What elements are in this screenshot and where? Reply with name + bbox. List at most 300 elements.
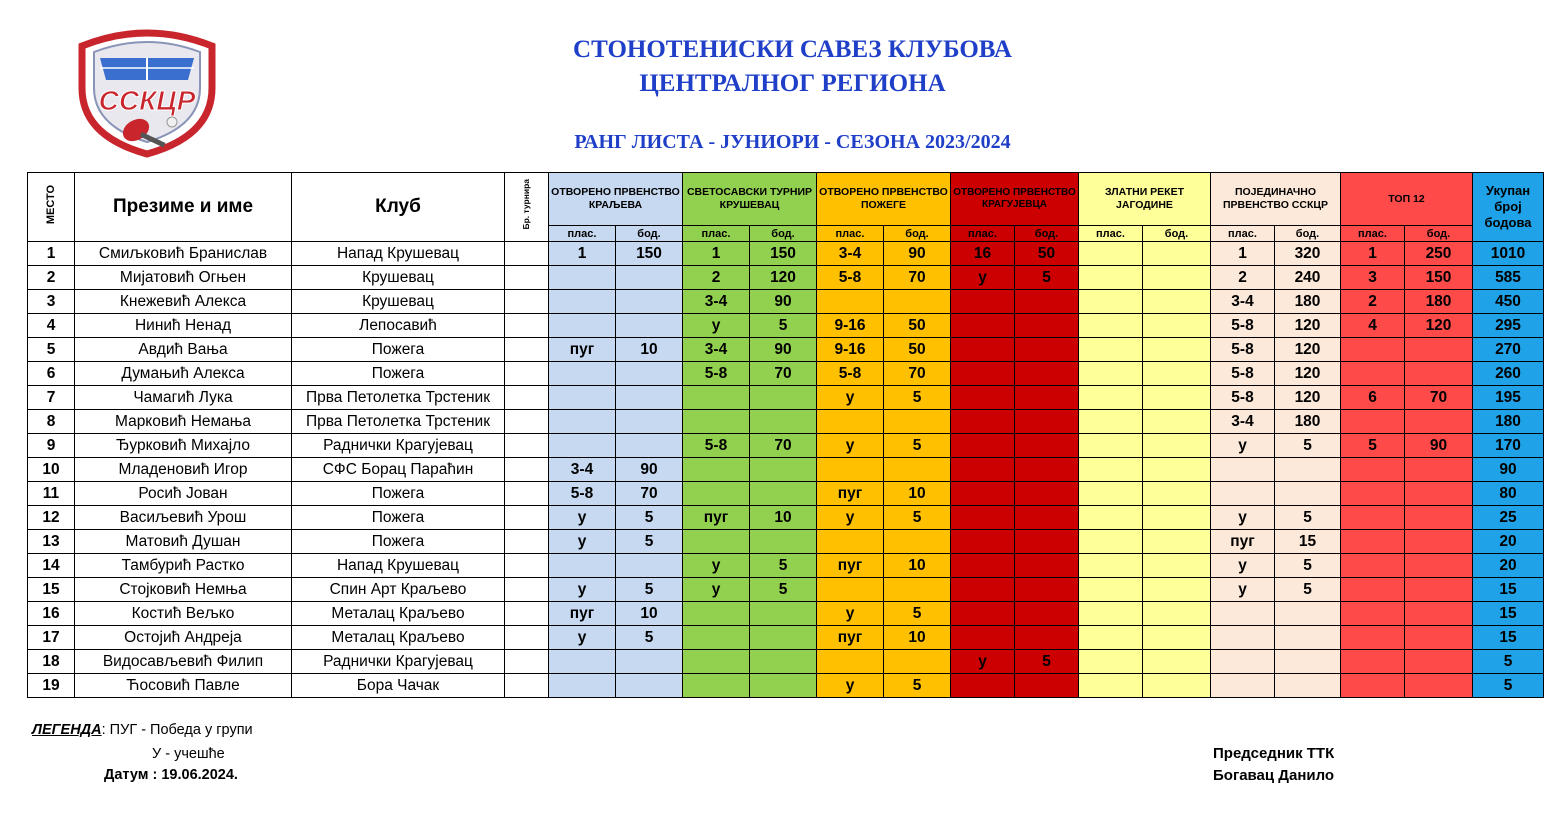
points-cell [616, 290, 683, 314]
points-cell: 50 [1015, 242, 1079, 266]
points-cell [1405, 650, 1473, 674]
total-points-cell: 1010 [1473, 242, 1544, 266]
table-row [28, 410, 1544, 434]
points-cell: 70 [884, 266, 951, 290]
total-points-cell: 270 [1473, 338, 1544, 362]
placement-cell [1079, 410, 1143, 434]
total-points-cell: 295 [1473, 314, 1544, 338]
placement-cell [1211, 674, 1275, 698]
placement-cell [1341, 650, 1405, 674]
points-cell: 10 [884, 554, 951, 578]
points-cell [1405, 458, 1473, 482]
tournaments-count-cell [505, 410, 549, 434]
placement-cell [1079, 458, 1143, 482]
placement-cell [1341, 482, 1405, 506]
placement-cell: пуг [683, 506, 750, 530]
placement-cell: 3-4 [683, 338, 750, 362]
total-points-cell: 80 [1473, 482, 1544, 506]
plac-header: плас. [817, 226, 884, 242]
plac-header: плас. [1211, 226, 1275, 242]
tournament-header-pozega: ОТВОРЕНО ПРВЕНСТВО ПОЖЕГЕ [817, 173, 951, 226]
table-row [28, 506, 1544, 530]
points-cell [750, 530, 817, 554]
points-cell: 240 [1275, 266, 1341, 290]
player-name-cell: Росић Јован [75, 482, 292, 506]
legend-label: ЛЕГЕНДА [32, 722, 102, 738]
placement-cell [1211, 626, 1275, 650]
club-cell: Прва Петолетка Трстеник [292, 386, 505, 410]
col-name-header: Презиме и име [75, 173, 292, 242]
col-tournaments-header: Бр. турнира [505, 173, 549, 242]
table-row [28, 266, 1544, 290]
placement-cell: пуг [1211, 530, 1275, 554]
total-points-cell: 20 [1473, 554, 1544, 578]
table-row [28, 458, 1544, 482]
placement-cell: 5-8 [1211, 362, 1275, 386]
tournaments-count-cell [505, 266, 549, 290]
placement-cell: пуг [817, 554, 884, 578]
placement-cell: 1 [549, 242, 616, 266]
player-name-cell: Стојковић Немња [75, 578, 292, 602]
points-cell: 70 [1405, 386, 1473, 410]
points-cell [1143, 314, 1211, 338]
rank-cell: 18 [28, 650, 75, 674]
total-points-cell: 15 [1473, 602, 1544, 626]
bod-header: бод. [1015, 226, 1079, 242]
points-cell: 5 [750, 314, 817, 338]
player-name-cell: Мијатовић Огњен [75, 266, 292, 290]
club-cell: Лепосавић [292, 314, 505, 338]
points-cell: 70 [750, 362, 817, 386]
points-cell [1143, 290, 1211, 314]
table-row [28, 338, 1544, 362]
placement-cell [1211, 458, 1275, 482]
points-cell: 150 [1405, 266, 1473, 290]
points-cell: 180 [1275, 410, 1341, 434]
points-cell [1143, 506, 1211, 530]
points-cell [1405, 482, 1473, 506]
legend-date: Датум : 19.06.2024. [104, 767, 238, 783]
tournaments-count-cell [505, 362, 549, 386]
placement-cell: 9-16 [817, 338, 884, 362]
placement-cell: у [683, 554, 750, 578]
points-cell [1143, 530, 1211, 554]
placement-cell [951, 386, 1015, 410]
points-cell: 90 [1405, 434, 1473, 458]
col-place-header: МЕСТО [28, 173, 75, 242]
points-cell [1015, 338, 1079, 362]
placement-cell [549, 314, 616, 338]
org-title-line2: ЦЕНТРАЛНОГ РЕГИОНА [639, 70, 946, 97]
points-cell [616, 362, 683, 386]
points-cell: 5 [616, 578, 683, 602]
placement-cell: 5 [1341, 434, 1405, 458]
points-cell [1143, 650, 1211, 674]
points-cell: 10 [616, 338, 683, 362]
placement-cell: у [549, 530, 616, 554]
player-name-cell: Костић Вељко [75, 602, 292, 626]
points-cell [1405, 674, 1473, 698]
points-cell [1405, 338, 1473, 362]
points-cell [884, 410, 951, 434]
club-cell: Крушевац [292, 266, 505, 290]
placement-cell: у [817, 674, 884, 698]
rank-cell: 3 [28, 290, 75, 314]
placement-cell [683, 386, 750, 410]
placement-cell [683, 602, 750, 626]
points-cell [1015, 530, 1079, 554]
player-name-cell: Кнежевић Алекса [75, 290, 292, 314]
placement-cell: 3-4 [1211, 290, 1275, 314]
logo-text: ССКЦР [98, 85, 196, 116]
points-cell [1405, 362, 1473, 386]
placement-cell [549, 554, 616, 578]
placement-cell [1079, 650, 1143, 674]
points-cell: 5 [884, 674, 951, 698]
placement-cell: у [549, 578, 616, 602]
placement-cell: 4 [1341, 314, 1405, 338]
points-cell: 120 [1405, 314, 1473, 338]
club-cell: Раднички Крагујевац [292, 434, 505, 458]
points-cell [750, 458, 817, 482]
rank-cell: 8 [28, 410, 75, 434]
player-name-cell: Васиљевић Урош [75, 506, 292, 530]
rank-cell: 2 [28, 266, 75, 290]
placement-cell: у [683, 578, 750, 602]
tournament-header-jagodina: ЗЛАТНИ РЕКЕТ ЈАГОДИНЕ [1079, 173, 1211, 226]
points-cell: 5 [884, 602, 951, 626]
player-name-cell: Чамагић Лука [75, 386, 292, 410]
rank-cell: 16 [28, 602, 75, 626]
points-cell [1405, 626, 1473, 650]
points-cell [1143, 242, 1211, 266]
table-row [28, 434, 1544, 458]
placement-cell: у [951, 266, 1015, 290]
placement-cell: у [1211, 554, 1275, 578]
points-cell [1143, 578, 1211, 602]
points-cell [1405, 506, 1473, 530]
total-points-cell: 90 [1473, 458, 1544, 482]
table-row [28, 674, 1544, 698]
placement-cell: 3-4 [549, 458, 616, 482]
rank-cell: 5 [28, 338, 75, 362]
placement-cell: пуг [817, 626, 884, 650]
club-cell: Пожега [292, 362, 505, 386]
points-cell [750, 650, 817, 674]
placement-cell [1341, 506, 1405, 530]
placement-cell [951, 674, 1015, 698]
total-points-cell: 15 [1473, 578, 1544, 602]
legend-line1 [32, 722, 253, 738]
total-points-cell: 195 [1473, 386, 1544, 410]
placement-cell [951, 602, 1015, 626]
placement-cell [1211, 650, 1275, 674]
points-cell: 250 [1405, 242, 1473, 266]
placement-cell [1079, 362, 1143, 386]
points-cell [616, 674, 683, 698]
placement-cell [951, 290, 1015, 314]
tournaments-count-cell [505, 530, 549, 554]
rank-cell: 7 [28, 386, 75, 410]
placement-cell: у [549, 626, 616, 650]
placement-cell [1079, 530, 1143, 554]
player-name-cell: Ћосовић Павле [75, 674, 292, 698]
placement-cell [1341, 530, 1405, 554]
placement-cell [1079, 290, 1143, 314]
placement-cell [1341, 602, 1405, 626]
rank-cell: 13 [28, 530, 75, 554]
points-cell: 5 [1015, 650, 1079, 674]
points-cell: 10 [616, 602, 683, 626]
total-points-cell: 260 [1473, 362, 1544, 386]
placement-cell [683, 674, 750, 698]
placement-cell: 6 [1341, 386, 1405, 410]
points-cell [1015, 602, 1079, 626]
placement-cell: 5-8 [817, 266, 884, 290]
points-cell [884, 290, 951, 314]
points-cell: 5 [1275, 554, 1341, 578]
placement-cell: у [1211, 434, 1275, 458]
placement-cell: у [549, 506, 616, 530]
points-cell: 70 [750, 434, 817, 458]
player-name-cell: Остојић Андреја [75, 626, 292, 650]
col-club-header: Клуб [292, 173, 505, 242]
club-cell: Раднички Крагујевац [292, 650, 505, 674]
club-cell: Пожега [292, 506, 505, 530]
points-cell: 150 [616, 242, 683, 266]
points-cell [1015, 674, 1079, 698]
points-cell [1405, 530, 1473, 554]
points-cell: 5 [1275, 578, 1341, 602]
signature-name: Богавац Данило [1213, 767, 1335, 784]
points-cell [616, 434, 683, 458]
club-cell: СФС Борац Параћин [292, 458, 505, 482]
points-cell: 70 [884, 362, 951, 386]
points-cell [1143, 266, 1211, 290]
placement-cell [1341, 410, 1405, 434]
placement-cell [1211, 602, 1275, 626]
points-cell [1015, 434, 1079, 458]
total-points-cell: 5 [1473, 650, 1544, 674]
points-cell: 90 [750, 338, 817, 362]
points-cell [616, 554, 683, 578]
placement-cell: 3-4 [1211, 410, 1275, 434]
placement-cell: 3-4 [817, 242, 884, 266]
points-cell [1015, 578, 1079, 602]
placement-cell [1079, 266, 1143, 290]
points-cell [884, 650, 951, 674]
placement-cell [683, 410, 750, 434]
tournaments-count-cell [505, 290, 549, 314]
placement-cell [1079, 314, 1143, 338]
ranking-table [27, 172, 1544, 698]
legend-pug: : ПУГ - Победа у групи [101, 722, 253, 738]
club-cell: Напад Крушевац [292, 242, 505, 266]
placement-cell: 5-8 [549, 482, 616, 506]
points-cell [1275, 650, 1341, 674]
table-row [28, 290, 1544, 314]
placement-cell: пуг [549, 338, 616, 362]
points-cell: 120 [1275, 386, 1341, 410]
points-cell [616, 410, 683, 434]
plac-header: плас. [1341, 226, 1405, 242]
points-cell: 90 [616, 458, 683, 482]
placement-cell [951, 338, 1015, 362]
bod-header: бод. [1405, 226, 1473, 242]
points-cell [1143, 626, 1211, 650]
placement-cell [817, 290, 884, 314]
player-name-cell: Марковић Немања [75, 410, 292, 434]
placement-cell [549, 434, 616, 458]
points-cell [750, 482, 817, 506]
rank-cell: 12 [28, 506, 75, 530]
placement-cell [1341, 362, 1405, 386]
player-name-cell: Тамбурић Растко [75, 554, 292, 578]
placement-cell [1079, 242, 1143, 266]
total-points-cell: 585 [1473, 266, 1544, 290]
table-row [28, 602, 1544, 626]
ranking-subtitle: РАНГ ЛИСТА - ЈУНИОРИ - СЕЗОНА 2023/2024 [574, 131, 1011, 153]
placement-cell: 16 [951, 242, 1015, 266]
placement-cell [1079, 578, 1143, 602]
table-row [28, 314, 1544, 338]
points-cell [1143, 482, 1211, 506]
player-name-cell: Видосављевић Филип [75, 650, 292, 674]
placement-cell [951, 626, 1015, 650]
tournament-header-kraljevo: ОТВОРЕНО ПРВЕНСТВО КРАЉЕВА [549, 173, 683, 226]
tournaments-count-cell [505, 650, 549, 674]
rank-cell: 4 [28, 314, 75, 338]
placement-cell [683, 482, 750, 506]
placement-cell: 3-4 [683, 290, 750, 314]
points-cell: 5 [616, 626, 683, 650]
tournaments-count-cell [505, 602, 549, 626]
points-cell: 120 [750, 266, 817, 290]
club-cell: Крушевац [292, 290, 505, 314]
placement-cell [549, 290, 616, 314]
placement-cell [1341, 626, 1405, 650]
points-cell: 5 [884, 506, 951, 530]
placement-cell [683, 458, 750, 482]
points-cell [1405, 602, 1473, 626]
club-cell: Прва Петолетка Трстеник [292, 410, 505, 434]
table-row [28, 362, 1544, 386]
player-name-cell: Смиљковић Бранислав [75, 242, 292, 266]
player-name-cell: Ђурковић Михајло [75, 434, 292, 458]
plac-header: плас. [951, 226, 1015, 242]
placement-cell: 2 [683, 266, 750, 290]
placement-cell [951, 410, 1015, 434]
rank-cell: 9 [28, 434, 75, 458]
points-cell [1143, 434, 1211, 458]
placement-cell [817, 530, 884, 554]
points-cell [1015, 482, 1079, 506]
points-cell: 5 [750, 554, 817, 578]
rank-cell: 10 [28, 458, 75, 482]
rank-cell: 14 [28, 554, 75, 578]
points-cell [1143, 338, 1211, 362]
tournaments-count-cell [505, 458, 549, 482]
placement-cell [1079, 434, 1143, 458]
placement-cell [1341, 674, 1405, 698]
placement-cell [1211, 482, 1275, 506]
points-cell: 120 [1275, 362, 1341, 386]
bod-header: бод. [1275, 226, 1341, 242]
tournaments-count-cell [505, 578, 549, 602]
placement-cell: 2 [1341, 290, 1405, 314]
plac-header: плас. [549, 226, 616, 242]
signature-title: Председник ТТК [1213, 745, 1335, 762]
points-cell: 90 [750, 290, 817, 314]
tournaments-count-cell [505, 554, 549, 578]
tournament-header-sskcr: ПОЈЕДИНАЧНО ПРВЕНСТВО ССКЦР [1211, 173, 1341, 226]
total-points-cell: 180 [1473, 410, 1544, 434]
points-cell: 5 [1275, 434, 1341, 458]
points-cell [884, 530, 951, 554]
placement-cell: у [817, 386, 884, 410]
placement-cell [951, 578, 1015, 602]
rank-cell: 15 [28, 578, 75, 602]
placement-cell [549, 410, 616, 434]
placement-cell [951, 506, 1015, 530]
placement-cell [683, 626, 750, 650]
bod-header: бод. [750, 226, 817, 242]
points-cell: 5 [884, 434, 951, 458]
placement-cell [549, 386, 616, 410]
placement-cell [549, 266, 616, 290]
placement-cell [951, 530, 1015, 554]
points-cell [1143, 674, 1211, 698]
points-cell [1015, 314, 1079, 338]
placement-cell: 9-16 [817, 314, 884, 338]
placement-cell: 1 [1211, 242, 1275, 266]
placement-cell [817, 578, 884, 602]
table-row [28, 578, 1544, 602]
bod-header: бод. [616, 226, 683, 242]
player-name-cell: Матовић Душан [75, 530, 292, 554]
points-cell [1143, 602, 1211, 626]
placement-cell [549, 362, 616, 386]
points-cell: 120 [1275, 338, 1341, 362]
club-cell: Пожега [292, 482, 505, 506]
points-cell [1015, 290, 1079, 314]
placement-cell [951, 434, 1015, 458]
points-cell: 5 [750, 578, 817, 602]
total-points-cell: 5 [1473, 674, 1544, 698]
points-cell [616, 314, 683, 338]
placement-cell [951, 314, 1015, 338]
placement-cell [549, 650, 616, 674]
points-cell [1275, 458, 1341, 482]
tournaments-count-cell [505, 506, 549, 530]
placement-cell [951, 554, 1015, 578]
points-cell [616, 650, 683, 674]
placement-cell: у [683, 314, 750, 338]
placement-cell [549, 674, 616, 698]
tournament-header-krusevac: СВЕТОСАВСКИ ТУРНИР КРУШЕВАЦ [683, 173, 817, 226]
placement-cell [951, 458, 1015, 482]
points-cell: 10 [884, 482, 951, 506]
points-cell: 5 [616, 530, 683, 554]
tournaments-count-cell [505, 482, 549, 506]
placement-cell: у [951, 650, 1015, 674]
bod-header: бод. [1143, 226, 1211, 242]
placement-cell: 5-8 [1211, 314, 1275, 338]
tournaments-count-cell [505, 386, 549, 410]
points-cell [1405, 578, 1473, 602]
placement-cell: 5-8 [817, 362, 884, 386]
points-cell: 320 [1275, 242, 1341, 266]
